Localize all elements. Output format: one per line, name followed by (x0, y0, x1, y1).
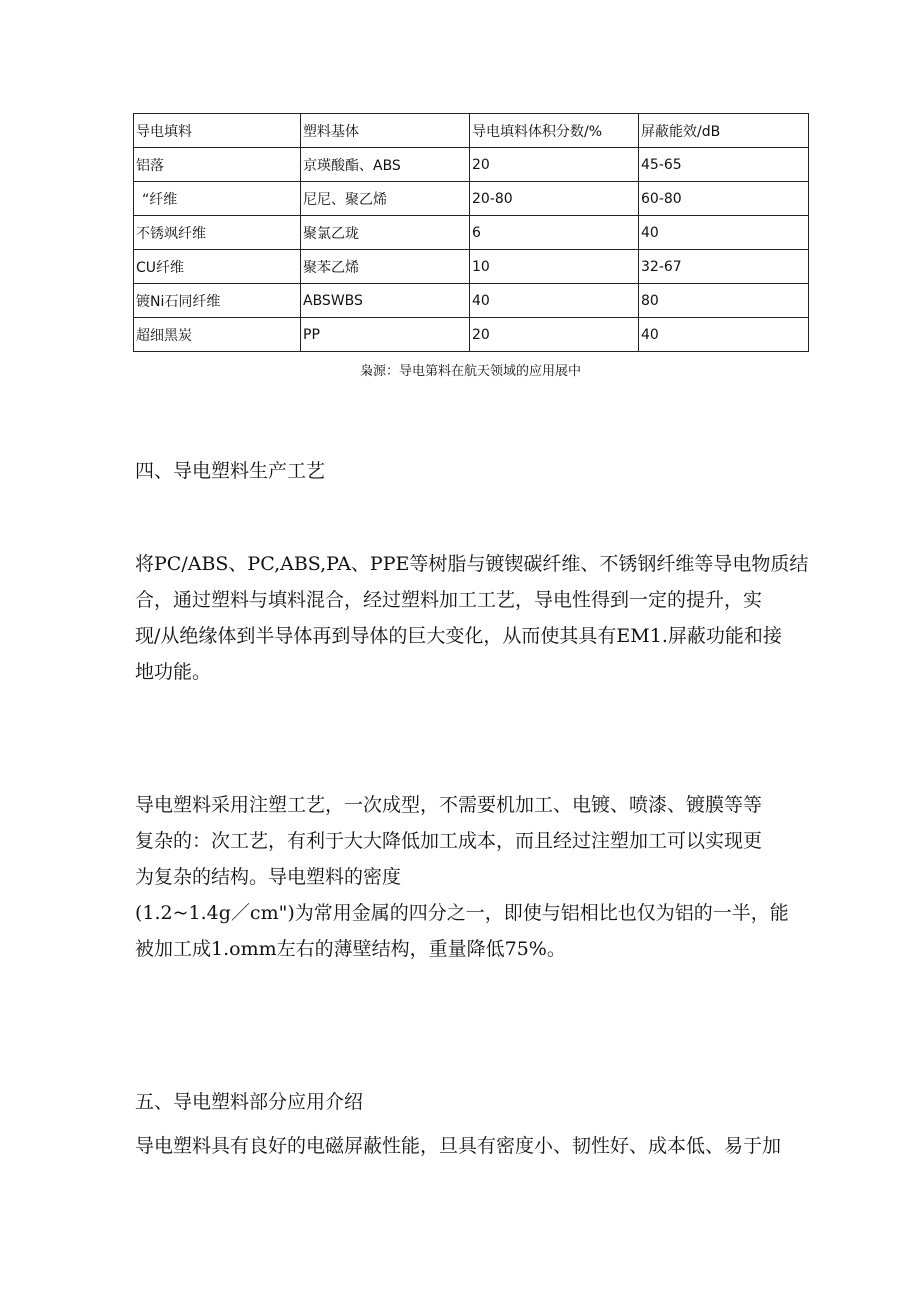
table-cell: 20-80 (470, 182, 639, 216)
table-row (134, 216, 809, 250)
conductive-filler-table (133, 113, 809, 352)
paragraph-line: 为复杂的结构。导电塑料的密度 (135, 866, 402, 888)
table-cell: 铝落 (134, 148, 301, 182)
table-cell: 不锈飒纤维 (134, 216, 301, 250)
paragraph-line: 将PC/ABS、PC,ABS,PA、PPE等树脂与镀锲碳纤维、不锈钢纤维等导电物质结 (135, 553, 809, 575)
table-cell: 6 (470, 216, 639, 250)
paragraph-line: 导电塑料采用注塑工艺，一次成型，不需要机加工、电镀、喷漆、镀膜等等 (135, 794, 763, 816)
paragraph-line: 合，通过塑料与填料混合，经过塑料加工工艺，导电性得到一定的提升，实 (135, 589, 763, 611)
table-cell: 40 (639, 216, 809, 250)
table-row (134, 182, 809, 216)
table-cell: 10 (470, 250, 639, 284)
table-cell: CU纤维 (134, 250, 301, 284)
paragraph-line: 导电塑料具有良好的电磁屏蔽性能，旦具有密度小、韧性好、成本低、易于加 (135, 1135, 782, 1157)
header-cell: 导电填料体积分数/% (470, 114, 639, 148)
header-cell: 屏蔽能效/dB (639, 114, 809, 148)
paragraph-line: (1.2~1.4g／cm")为常用金属的四分之一，即使与铝相比也仅为铝的一半，能 (135, 902, 789, 924)
table-cell: 32-67 (639, 250, 809, 284)
table-cell: 聚苯乙烯 (301, 250, 470, 284)
paragraph (135, 787, 810, 967)
table-cell: ABSWBS (301, 284, 470, 318)
table-cell: 45-65 (639, 148, 809, 182)
section-heading-4: 四、导电塑料生产工艺 (135, 460, 326, 482)
table-cell: 60-80 (639, 182, 809, 216)
table-cell: 40 (639, 318, 809, 352)
paragraph-line: 复杂的：次工艺，有利于大大降低加工成本，而且经过注塑加工可以实现更 (135, 830, 763, 852)
paragraph (135, 1128, 810, 1164)
header-cell: 塑料基体 (301, 114, 470, 148)
table-row (134, 250, 809, 284)
table-row (134, 284, 809, 318)
table-cell: 聚氯乙珑 (301, 216, 470, 250)
paragraph (135, 546, 810, 690)
table-header-row (134, 114, 809, 148)
table-cell: 40 (470, 284, 639, 318)
table-row (134, 318, 809, 352)
table-cell: 京瑛酸酯、ABS (301, 148, 470, 182)
table-cell: 20 (470, 318, 639, 352)
section-heading-5: 五、导电塑料部分应用介绍 (135, 1091, 364, 1113)
table-cell: 20 (470, 148, 639, 182)
table-cell: “纤维 (134, 182, 301, 216)
table-cell: 尼尼、聚乙烯 (301, 182, 470, 216)
paragraph-line: 被加工成1.omm左右的薄壁结构，重量降低75%。 (135, 938, 566, 960)
table-cell: PP (301, 318, 470, 352)
paragraph-line: 现/从绝缘体到半导体再到导体的巨大变化，从而使其具有EM1.屏蔽功能和接 (135, 625, 782, 647)
table-row (134, 148, 809, 182)
table-cell: 镀Ni石同纤维 (134, 284, 301, 318)
table-cell: 超细黑炭 (134, 318, 301, 352)
table-cell: 80 (639, 284, 809, 318)
paragraph-line: 地功能。 (135, 661, 212, 683)
header-cell: 导电填料 (134, 114, 301, 148)
table-caption: 枭源：导电第料在航天领域的应用展中 (359, 364, 581, 379)
